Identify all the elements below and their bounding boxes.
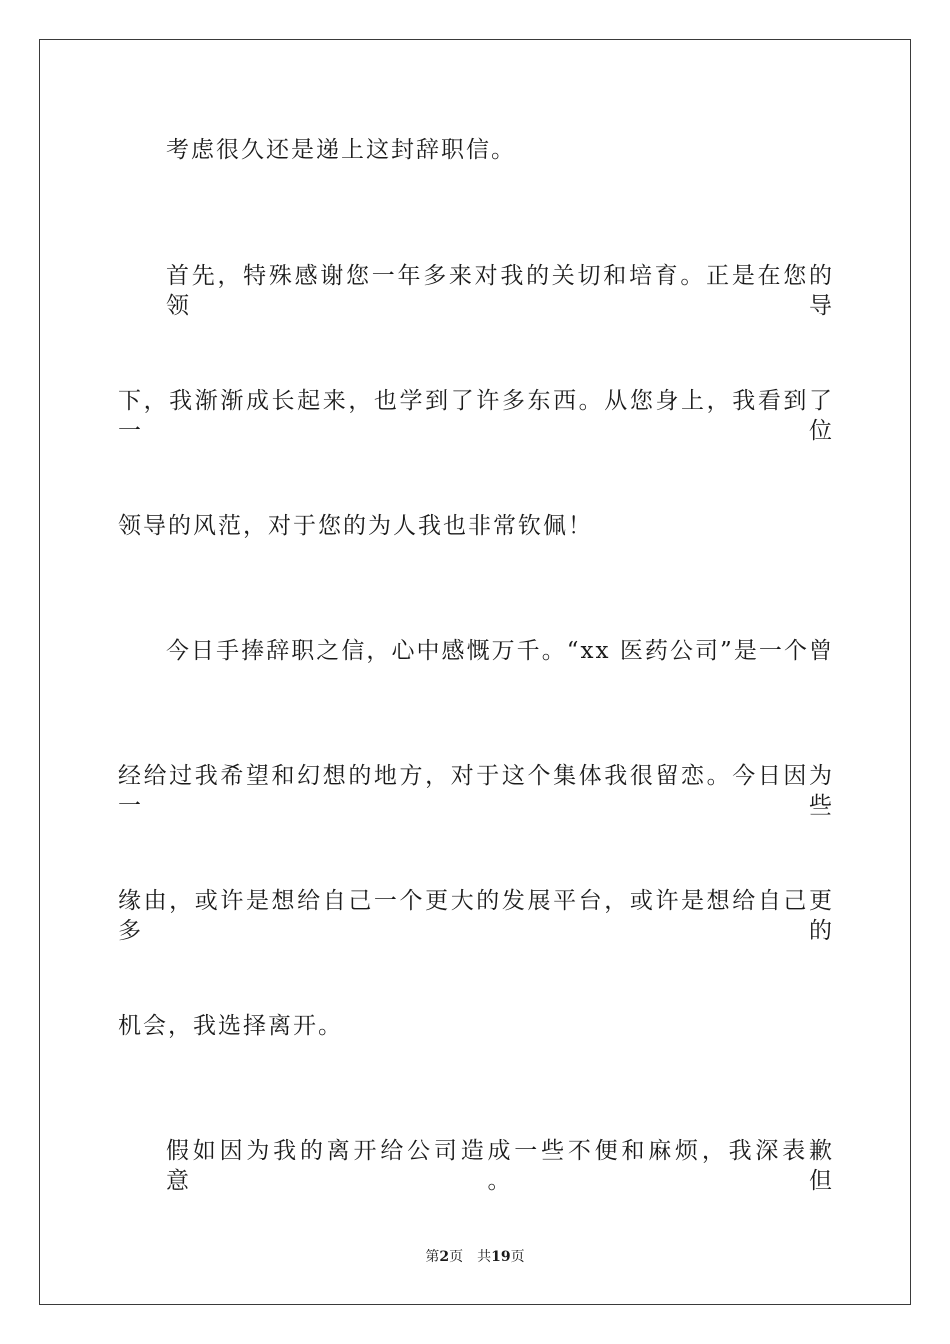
paragraph-line-9: 假如因为我的离开给公司造成一些不便和麻烦，我深表歉意。但 — [166, 1138, 834, 1194]
paragraph-line-4: 领导的风范，对于您的为人我也非常钦佩！ — [118, 513, 593, 539]
paragraph-line-6: 经给过我希望和幻想的地方，对于这个集体我很留恋。今日因为一些 — [118, 763, 834, 819]
footer-page-number: 2 — [439, 1249, 450, 1265]
paragraph-line-2: 首先，特殊感谢您一年多来对我的关切和培育。正是在您的领导 — [166, 263, 834, 319]
paragraph-line-7: 缘由，或许是想给自己一个更大的发展平台，或许是想给自己更多的 — [118, 888, 834, 944]
paragraph-line-3: 下，我渐渐成长起来，也学到了许多东西。从您身上，我看到了一位 — [118, 388, 834, 444]
paragraph-line-8: 机会，我选择离开。 — [118, 1013, 343, 1039]
page-footer — [0, 1247, 950, 1267]
footer-total-suffix: 页 — [510, 1249, 525, 1265]
paragraph-line-1: 考虑很久还是递上这封辞职信。 — [166, 137, 516, 163]
footer-total-prefix: 共 — [477, 1249, 492, 1265]
paragraph-line-5: 今日手捧辞职之信，心中感慨万千。“xx 医药公司”是一个曾 — [166, 638, 834, 664]
footer-total-pages: 19 — [491, 1249, 511, 1265]
footer-page-prefix: 第 — [425, 1249, 440, 1265]
footer-page-suffix: 页 — [449, 1249, 464, 1265]
page-frame — [39, 39, 911, 1305]
